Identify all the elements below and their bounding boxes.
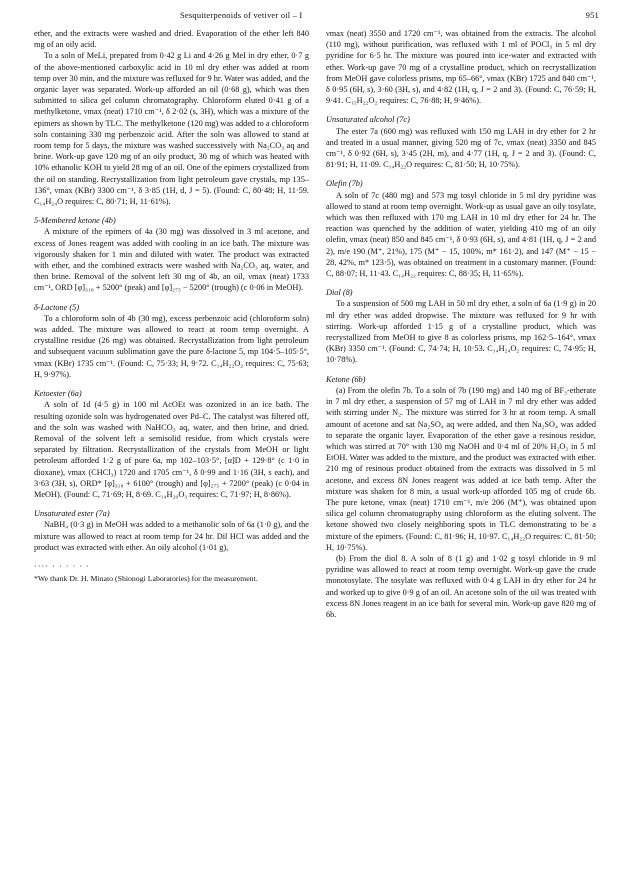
section-heading: δ-Lactone (5) <box>34 302 80 312</box>
paragraph: To a soln of MeLi, prepared from 0·42 g Li and 4·26 g MeI in dry ether, 0·7 g of the above-mentioned carboxylic acid in 10 ml dry ether was added at room temp over 30 min, and the mixture was refluxed for 9 hr. Water was added, and the organic layer was separated. Work-up afforded an oil (0·68 g), which was then submitted to silica gel column chromatography. Chloroform eluted 0·41 g of a methylketone, νmax (neat) 1710 cm⁻¹, δ 2·02 (s, 3H), which was a mixture of the epimers as shown by TLC. The methylketone (120 mg) was added to a chloroform soln containing 330 mg perbenzoic acid. After the soln was allowed to stand at room temp for 5 days, the mixture was washed successively with Na₂CO₃ aq and brine. Work-up gave 120 mg of an oily product, 30 mg of which was heated with 10% ethanolic KOH to yield 28 mg of an oil. One of the epimers crystallized from the oil on standing. Recrystallization from light petroleum gave crystals, mp 135–136°, νmax (KBr) 3300 cm⁻¹, δ 3·85 (1H, d, J = 5). (Found: C, 80·48; H, 11·59. C₁₄H₂₄O requires: C, 80·71; H, 11·61%). <box>34 51 309 207</box>
section-heading: Unsaturated alcohol (7c) <box>326 115 410 125</box>
paragraph: (b) From the diol 8. A soln of 8 (1 g) and 1·02 g tosyl chloride in 9 ml pyridine was allowed to react at room temp overnight. Work-up gave the crude monotosylate. The tosylate was refluxed with 0·4 g LAH in dry ether for 24 hr and worked up to give 0·9 g of an oil. An acetone soln of the oil was treated with excess 8N Jones reagent in an ice bath for several min. Work-up gave 820 mg of 6b. <box>326 553 596 619</box>
section-heading: Unsaturated ester (7a) <box>34 509 110 519</box>
footnote-separator: ···· · · · · · · <box>34 561 91 571</box>
paragraph: A soln of 7c (480 mg) and 573 mg tosyl chloride in 5 ml dry pyridine was allowed to stand at room temp overnight. Work-up as usual gave an oily tosylate, which was then refluxed with 170 mg LAH in 10 ml dry ether for 24 hr. The reaction was quenched by the addition of water, yielding 410 mg of an oily olefin, νmax (neat) 850 and 845 cm⁻¹, δ 0·93 (6H, s), and 4·81 (1H, q, J = 2 and 2), m/e 190 (M⁺, 21%), 175 (M⁺ − 15, 100%, m* 161·2), and 147 (M⁺ − 15 − 28, 42%, m* 123·5), was obtained on treatment in a customary manner. (Found: C, 88·07; H, 11·43. C₁₄H₂₂ requires: C, 88·35; H, 11·65%). <box>326 190 596 279</box>
footnote: *We thank Dr. H. Minato (Shionogi Laboratories) for the measurement. <box>34 574 258 584</box>
section-heading: 5-Membered ketone (4b) <box>34 216 116 226</box>
left-column <box>34 28 309 585</box>
paragraph: A soln of 1d (4·5 g) in 100 ml AcOEt was ozonized in an ice bath. The resulting ozonide soln was hydrogenated over Pd–C. The catalyst was filtered off, and the soln was washed with NaHCO₃ aq, water, and then brine, and dried. Removal of the solvent left a semisolid residue, from which crystals were separated by filtration. Recrystallization of the crystals from MeOH or light petroleum afforded 1·2 g of pure 6a, mp 102–103·5°, [α]D + 129·8° (c 1·0 in dioxane), νmax (CHCl₃) 1720 and 1705 cm⁻¹, δ 0·99 and 1·16 (3H, s each), and 3·63 (3H, s), ORD* [φ]₃₁₈ + 6100° (trough) and [φ]₂₇₅ + 7200° (peak) (c 0·04 in MeOH). (Found: C, 71·69; H, 8·69. C₁₄H₂₀O₃ requires: C, 71·97; H, 8·86%). <box>34 400 309 499</box>
section-heading: Ketone (6b) <box>326 374 366 384</box>
paragraph-continued: ether, and the extracts were washed and dried. Evaporation of the ether left 840 mg of an oily acid. <box>34 29 309 50</box>
section-heading: Ketoester (6a) <box>34 389 82 399</box>
section-heading: Diol (8) <box>326 288 353 298</box>
paragraph: A mixture of the epimers of 4a (30 mg) was dissolved in 3 ml acetone, and excess of Jones reagent was added with cooling in an ice bath. The mixture was vigorously shaken for 1 min and diluted with water. The product was extracted with ether, and the combined extracts were washed with Na₂CO₃ aq, water, and then brine. Removal of the solvent left 30 mg of 4b, an oil, νmax (neat) 1733 cm⁻¹, ORD [φ]₃₁₈ + 5200° (peak) and [φ]₂₇₅ − 5200° (trough) (c 0·06 in MeOH). <box>34 227 309 293</box>
right-column <box>326 28 596 620</box>
page-number: 951 <box>585 10 599 20</box>
running-title: Sesquiterpenoids of vetiver oil – I <box>180 10 303 20</box>
running-head <box>0 4 625 24</box>
paragraph: (a) From the olefin 7b. To a soln of 7b (190 mg) and 140 mg of BF₃-etherate in 7 ml dry ether, a suspension of 57 mg of LAH in 7 ml dry ether was added with stirring under N₂. The mixture was stirred for 3 hr at room temp. A small amount of acetone and sat Na₂SO₄ aq were added, and then Na₂SO₄ was added to separate the organic layer. Evaporation of the ether gave a resinous residue, which was stirred at 70° with 130 mg NaOH and 0·4 ml of 20% H₂O₂ in 5 ml EtOH. Water was added to the mixture, and the product was extracted with ether. 210 mg of resinous product obtained from the extracts was dissolved in 5 ml acetone, and excess 8N Jones reagent was added at ice bath temp. After the mixture was shaken for 8 min, a usual work-up afforded 105 mg of crude 6b. The pure ketone, νmax (neat) 1710 cm⁻¹, m/e 206 (M⁺), was obtained upon silica gel column chromatography using chloroform as the eluting solvent. The ketone showed two closely neighboring spots in TLC demonstrating to be a mixture of the epimers. (Found: C, 81·96; H, 10·97. C₁₄H₂₂O requires: C, 81·50; H, 10·75%). <box>326 385 596 552</box>
paragraph: To a chloroform soln of 4b (30 mg), excess perbenzoic acid (chloroform soln) was added. The mixture was allowed to react at room temp overnight. A crystalline residue (26 mg) was obtained. Recrystallization from light petroleum and subsequent vacuum sublimation gave the pure δ-lactone 5, mp 104·5–105·5°, νmax (KBr) 1735 cm⁻¹. (Found: C, 75·33; H, 9·72. C₁₄H₂₂O₂ requires: C, 75·63; H, 9·97%). <box>34 313 309 379</box>
section-heading: Olefin (7b) <box>326 179 363 189</box>
paragraph: To a suspension of 500 mg LAH in 50 ml dry ether, a soln of 6a (1·9 g) in 20 ml dry ether was added dropwise. The mixture was refluxed for 9 hr with stirring. Work-up afforded 1·15 g of a crystalline product, which was recrystallized from MeOH to give 8 as colorless prisms, mp 162·5–164°, νmax (KBr) 3350 cm⁻¹. (Found: C, 74·74; H, 10·53. C₁₄H₂₄O₂ requires: C, 74·95; H, 10·78%). <box>326 299 596 365</box>
paragraph: The ester 7a (600 mg) was refluxed with 150 mg LAH in dry ether for 2 hr and treated in a usual manner, giving 520 mg of 7c, νmax (neat) 3350 and 845 cm⁻¹, δ 0·92 (6H, s), 3·45 (2H, m), and 4·77 (1H, q, J = 2 and 3). (Found: C, 81·91; H, 11·09. C₁₄H₂₂O requires: C, 81·50; H, 10·75%). <box>326 126 596 170</box>
paragraph: NaBH₄ (0·3 g) in MeOH was added to a methanolic soln of 6a (1·0 g), and the mixture was allowed to react at room temp for 24 hr. Dil HCl was added and the product was extracted with ether. An oily alcohol (1·01 g), <box>34 520 309 552</box>
paragraph-continued: νmax (neat) 3550 and 1720 cm⁻¹, was obtained from the extracts. The alcohol (110 mg), without purification, was refluxed with 1 ml of POCl₃ in 5 ml dry pyridine for 6·5 hr. The mixture was poured into ice-water and extracted with ether. Work-up gave 70 mg of a crystalline product, which on recrystallization from MeOH gave colorless prisms, mp 65–66°, νmax (KBr) 1725 and 840 cm⁻¹, δ 0·95 (6H, s), 3·60 (3H, s), and 4·82 (1H, q, J = 2 and 3). (Found: C, 76·59; H, 9·41. C₁₅H₂₂O₂ requires: C, 76·88; H, 9·46%). <box>326 29 596 106</box>
